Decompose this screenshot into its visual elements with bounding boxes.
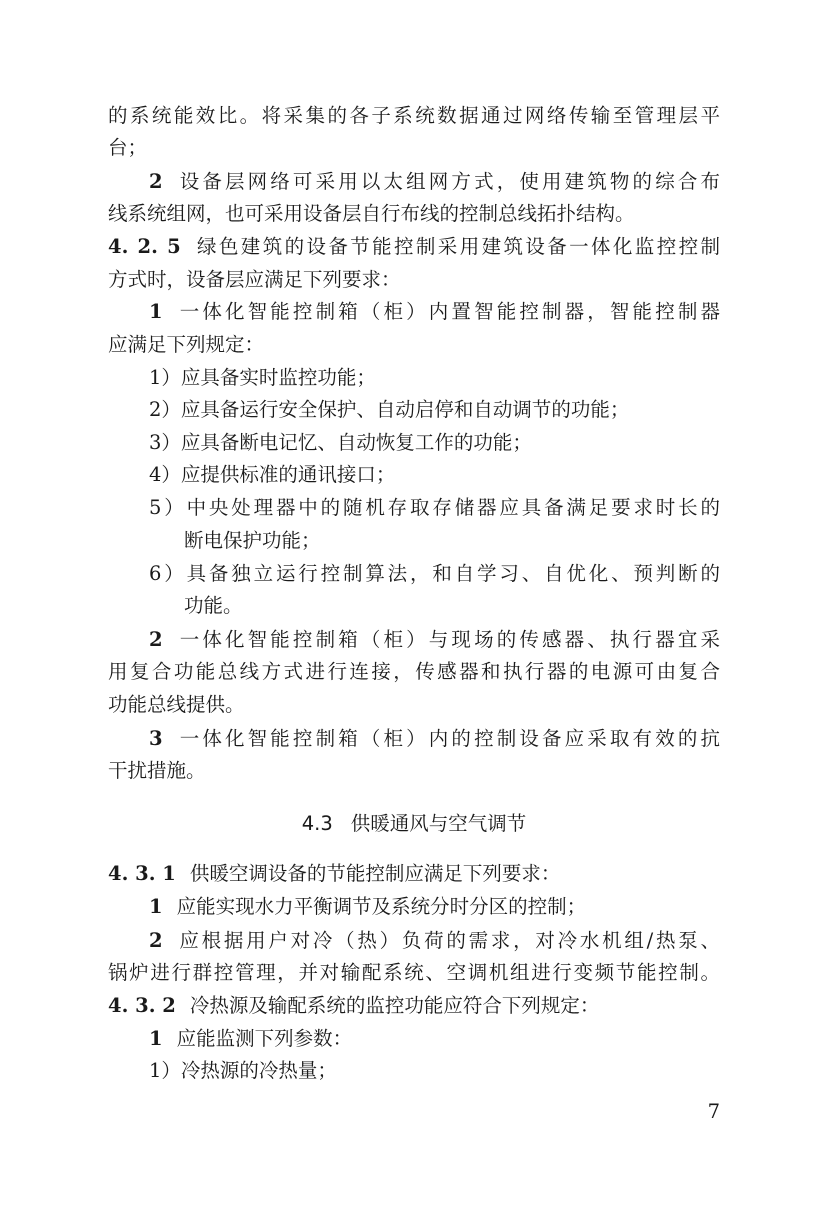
sub-item-continuation: 功能。 <box>184 594 243 617</box>
sub-item: 6）具备独立运行控制算法，和自学习、自优化、预判断的 <box>149 562 720 585</box>
sub-item: 1）冷热源的冷热量； <box>149 1059 337 1082</box>
list-item: 1 一体化智能控制箱（柜）内置智能控制器，智能控制器 <box>149 300 720 323</box>
text-line: 功能总线提供。 <box>108 693 245 716</box>
item-number: 1 <box>149 300 163 323</box>
clause: 4. 2. 5 绿色建筑的设备节能控制采用建筑设备一体化监控控制 <box>108 235 720 258</box>
item-number: 3 <box>149 727 163 750</box>
clause: 4. 3. 2 冷热源及输配系统的监控功能应符合下列规定： <box>108 994 600 1017</box>
sub-item: 4）应提供标准的通讯接口； <box>149 463 396 486</box>
list-item: 2 一体化智能控制箱（柜）与现场的传感器、执行器宜采 <box>149 628 720 651</box>
item-number: 2 <box>149 929 163 952</box>
page-number: 7 <box>707 1100 720 1123</box>
item-number: 1 <box>149 1027 163 1050</box>
list-item: 1 应能实现水力平衡调节及系统分时分区的控制； <box>149 895 587 918</box>
text-line: 方式时，设备层应满足下列要求： <box>108 268 401 291</box>
list-item: 1 应能监测下列参数： <box>149 1027 353 1050</box>
text-line: 锅炉进行群控管理，并对输配系统、空调机组进行变频节能控制。 <box>108 961 720 984</box>
section-heading <box>108 812 720 836</box>
sub-item: 5）中央处理器中的随机存取存储器应具备满足要求时长的 <box>149 496 720 519</box>
clause-number: 4. 2. 5 <box>108 235 181 258</box>
text-line: 台； <box>108 136 148 159</box>
text-line: 干扰措施。 <box>108 759 206 782</box>
sub-item-continuation: 断电保护功能； <box>184 529 321 552</box>
list-item: 2 设备层网络可采用以太组网方式，使用建筑物的综合布 <box>149 170 720 193</box>
list-item: 2 应根据用户对冷（热）负荷的需求，对冷水机组/热泵、 <box>149 929 720 952</box>
item-number: 1 <box>149 895 163 918</box>
section-number: 4.3 <box>301 812 333 835</box>
item-number: 2 <box>149 170 163 193</box>
sub-item: 2）应具备运行安全保护、自动启停和自动调节的功能； <box>149 398 630 421</box>
text-line: 的系统能效比。将采集的各子系统数据通过网络传输至管理层平 <box>108 104 720 127</box>
item-number: 2 <box>149 628 163 651</box>
text-line: 应满足下列规定： <box>108 333 265 356</box>
list-item: 3 一体化智能控制箱（柜）内的控制设备应采取有效的抗 <box>149 727 720 750</box>
sub-item: 1）应具备实时监控功能； <box>149 366 376 389</box>
clause-number: 4. 3. 1 <box>108 862 176 885</box>
text-line: 线系统组网，也可采用设备层自行布线的控制总线拓扑结构。 <box>108 202 635 225</box>
text-line: 用复合功能总线方式进行连接，传感器和执行器的电源可由复合 <box>108 660 720 683</box>
clause-number: 4. 3. 2 <box>108 994 176 1017</box>
section-title: 供暖通风与空气调节 <box>350 812 527 835</box>
clause: 4. 3. 1 供暖空调设备的节能控制应满足下列要求： <box>108 862 561 885</box>
sub-item: 3）应具备断电记忆、自动恢复工作的功能； <box>149 431 532 454</box>
